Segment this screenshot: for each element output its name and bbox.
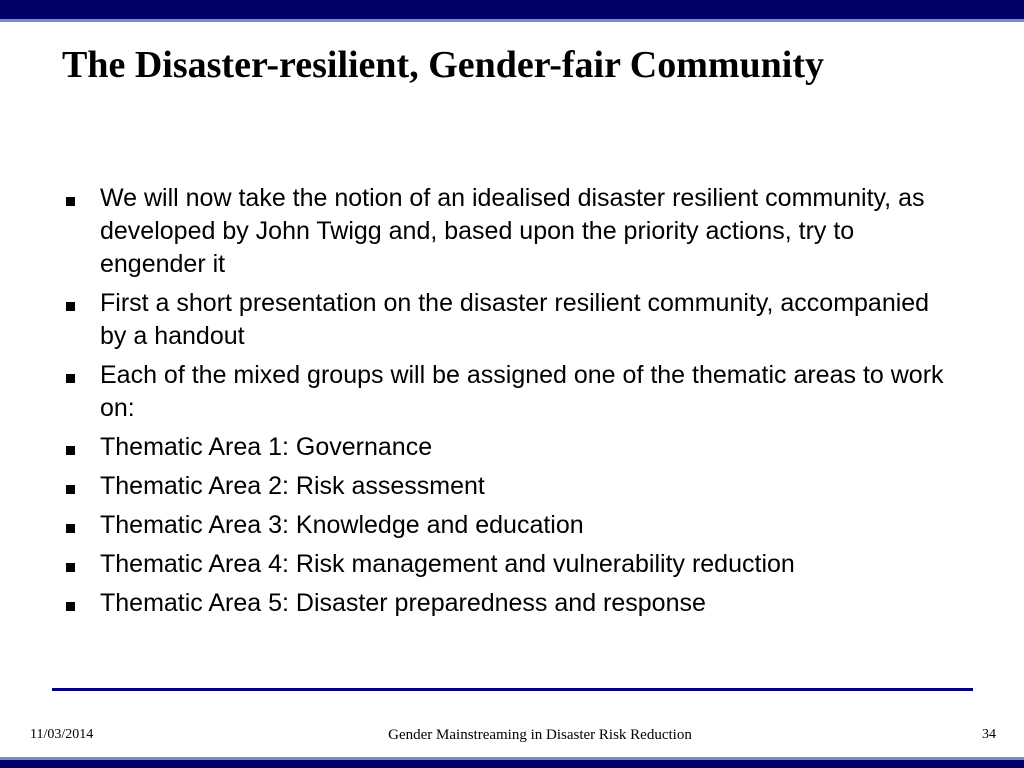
bullet-text: We will now take the notion of an idealised disaster resilient community, as developed by John Twigg and, based upon the priority actions, try to engender it bbox=[100, 184, 925, 278]
bullet-text: First a short presentation on the disaster resilient community, accompanied by a handout bbox=[100, 289, 930, 350]
bullet-list bbox=[62, 182, 962, 626]
header-bar bbox=[0, 0, 1024, 22]
footer-bar bbox=[0, 757, 1024, 768]
square-bullet-icon bbox=[66, 485, 75, 494]
bullet-item bbox=[62, 509, 962, 542]
footer-title: Gender Mainstreaming in Disaster Risk Reduction bbox=[388, 727, 692, 743]
bullet-item bbox=[62, 287, 962, 353]
bullet-item bbox=[62, 431, 962, 464]
footer-date: 11/03/2014 bbox=[30, 727, 94, 742]
footer-divider bbox=[52, 688, 973, 691]
square-bullet-icon bbox=[66, 563, 75, 572]
square-bullet-icon bbox=[66, 302, 75, 311]
bullet-text: Thematic Area 5: Disaster preparedness and response bbox=[100, 589, 706, 617]
bullet-text: Thematic Area 1: Governance bbox=[100, 433, 433, 461]
bullet-text: Thematic Area 2: Risk assessment bbox=[100, 472, 485, 500]
bullet-item bbox=[62, 587, 962, 620]
square-bullet-icon bbox=[66, 446, 75, 455]
bullet-item bbox=[62, 182, 962, 281]
bullet-item bbox=[62, 548, 962, 581]
bullet-item bbox=[62, 359, 962, 425]
page-number: 34 bbox=[982, 727, 996, 742]
bullet-text: Thematic Area 3: Knowledge and education bbox=[100, 511, 584, 539]
square-bullet-icon bbox=[66, 602, 75, 611]
bullet-text: Thematic Area 4: Risk management and vulnerability reduction bbox=[100, 550, 795, 578]
square-bullet-icon bbox=[66, 197, 75, 206]
bullet-text: Each of the mixed groups will be assigned one of the thematic areas to work on: bbox=[100, 361, 944, 422]
square-bullet-icon bbox=[66, 374, 75, 383]
slide-title: The Disaster-resilient, Gender-fair Community bbox=[62, 44, 825, 86]
square-bullet-icon bbox=[66, 524, 75, 533]
bullet-item bbox=[62, 470, 962, 503]
